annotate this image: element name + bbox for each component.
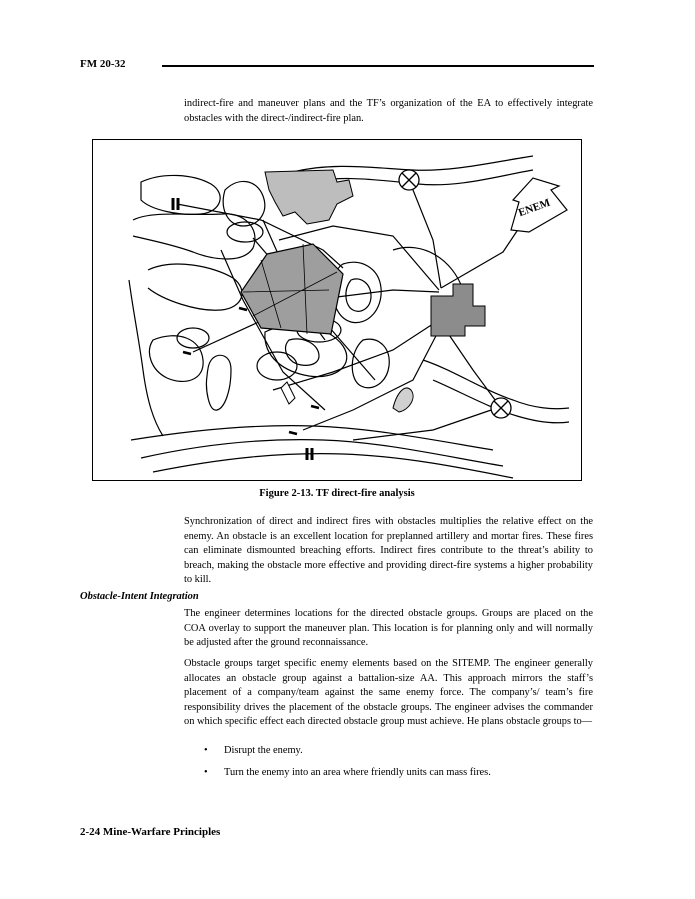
figure-frame xyxy=(92,139,582,481)
bullet-marker: • xyxy=(204,767,208,778)
obstacle-groups-paragraph: Obstacle groups target specific enemy elements based on the SITEMP. The engineer generally allocates an obstacle group against a battalion-size AA. This approach mirrors the staff’s placement of a company/team against the same enemy force. The company’s/ team’s fire responsibility drives the placement of the obstacle groups. The engineer advises the commander on which specific effect each directed obstacle group must achieve. He plans obstacle groups to— xyxy=(184,658,593,727)
figure-caption: Figure 2-13. TF direct-fire analysis xyxy=(259,488,415,499)
fire-sector-line xyxy=(409,180,441,288)
fire-sector-line xyxy=(443,326,501,408)
friendly-position xyxy=(431,284,485,336)
trp-ellipse xyxy=(227,222,263,242)
bullet-marker: • xyxy=(204,745,208,756)
running-header-id: FM 20-32 xyxy=(80,58,126,70)
fire-target-icon xyxy=(399,170,419,190)
trp-ellipse xyxy=(257,352,297,380)
terrain-map xyxy=(93,140,581,480)
section-heading: Obstacle-Intent Integration xyxy=(80,591,199,602)
bullet-item: Turn the enemy into an area where friendly units can mass fires. xyxy=(224,767,491,778)
contour-line xyxy=(131,426,493,450)
contour-line xyxy=(153,454,513,478)
fire-sector-line xyxy=(303,330,439,430)
bullet-item: Disrupt the enemy. xyxy=(224,745,303,756)
engagement-area xyxy=(241,244,343,334)
contour-line xyxy=(293,156,533,172)
enemy-label: ENEM xyxy=(516,196,552,220)
fire-sector-line xyxy=(441,222,523,288)
synchronization-paragraph: Synchronization of direct and indirect fires with obstacles multiplies the relative effect on the enemy. An obstacle is an excellent location for preplanned artillery and mortar fires. These fires can eliminate dismounted breaching efforts. Indirect fires contribute to the threat’s ability to breach, making the obstacle more effective and providing direct-fire systems a higher probability to kill. xyxy=(184,516,593,585)
contour-line xyxy=(149,336,203,382)
locations-paragraph: The engineer determines locations for the directed obstacle groups. Groups are placed on the COA overlay to support the maneuver plan. This location is for planning only and will normally be adjusted after the ground reconnaissance. xyxy=(184,608,593,648)
header-rule xyxy=(162,65,594,67)
river xyxy=(393,388,413,412)
contour-line xyxy=(141,440,503,466)
fire-sector-line xyxy=(353,408,497,440)
contour-line xyxy=(206,355,231,410)
contour-line xyxy=(286,339,319,365)
contour-line xyxy=(141,175,220,214)
fire-target-icon xyxy=(491,398,511,418)
movement-arrow-icon xyxy=(281,382,295,404)
page-footer: 2-24 Mine-Warfare Principles xyxy=(80,826,221,838)
intro-paragraph: indirect-fire and maneuver plans and the TF’s organization of the EA to effectively integrate obstacles with the direct-/indirect-fire plan. xyxy=(184,98,593,124)
contour-line xyxy=(148,264,242,310)
contour-line xyxy=(133,214,255,259)
contour-line xyxy=(129,280,163,436)
trp-ellipse xyxy=(177,328,209,348)
obstacle-marker xyxy=(173,198,178,210)
